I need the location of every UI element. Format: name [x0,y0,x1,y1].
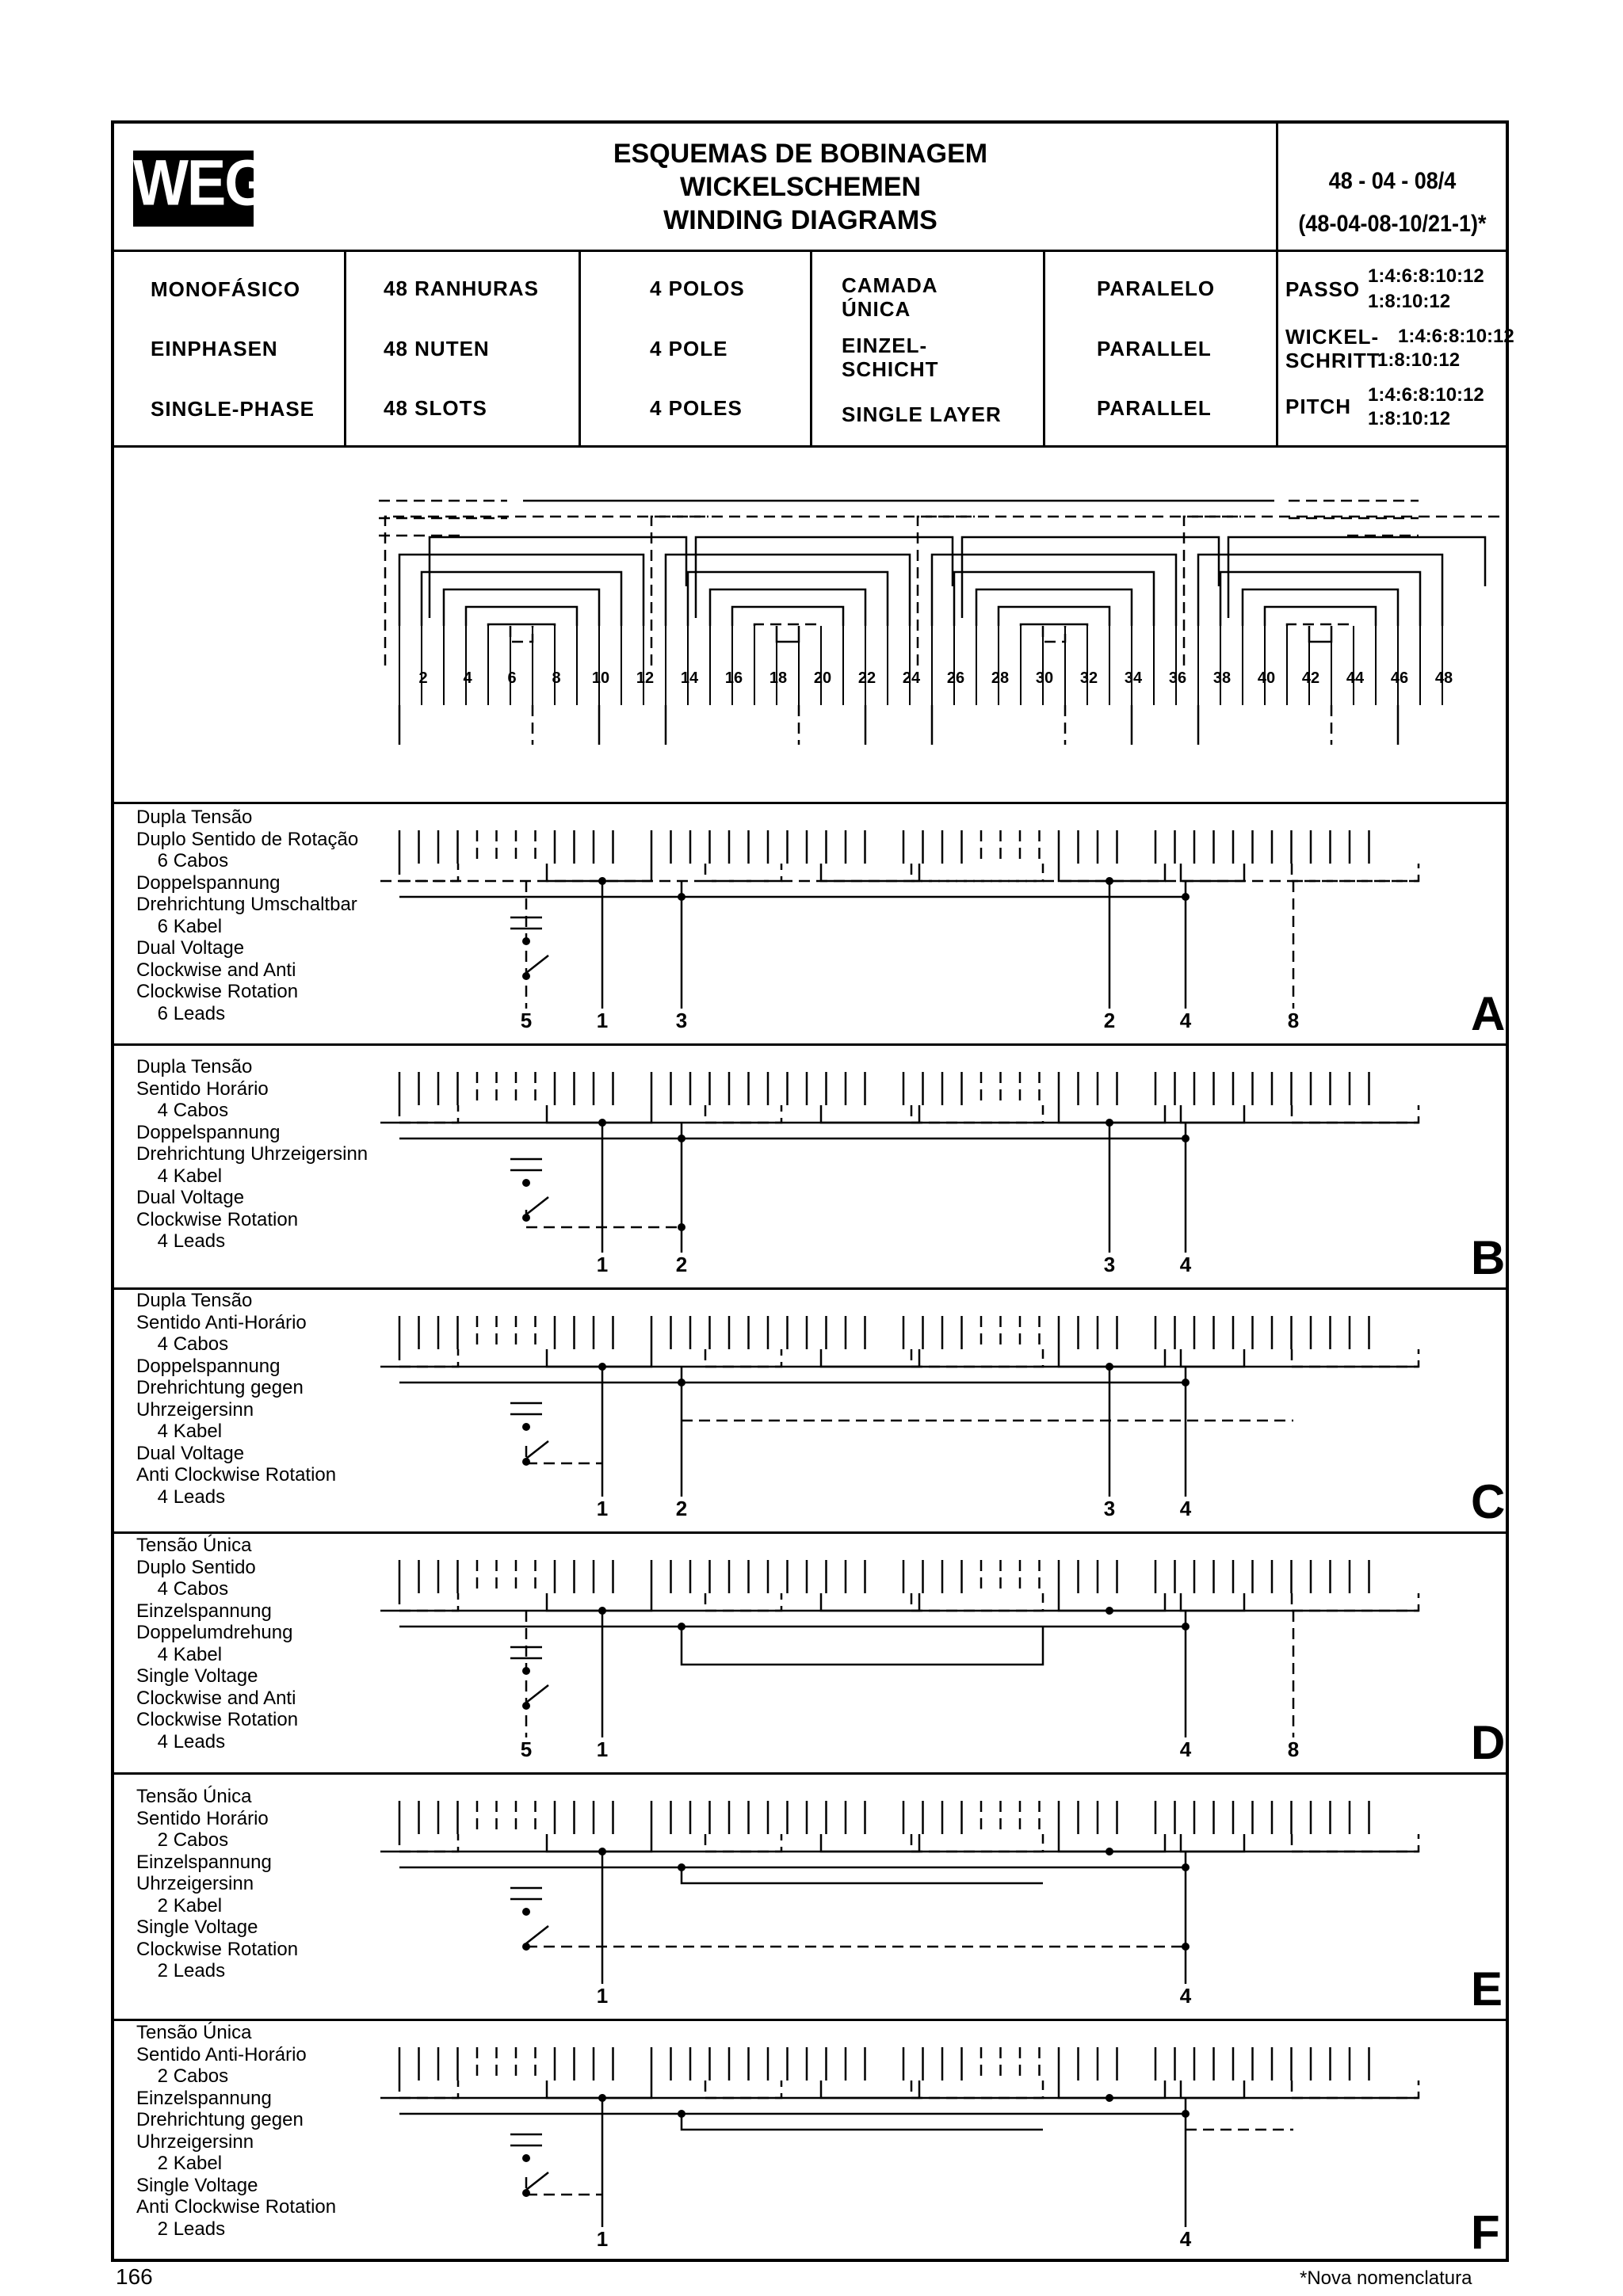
coil-bridge [1181,1105,1244,1123]
coil-bridge [821,1349,919,1367]
scheme-f-label-line: 2 Leads [136,2218,226,2240]
scheme-c-label-line: Sentido Anti-Horário [136,1311,307,1333]
scheme-e-label-line: Einzelspannung [136,1851,272,1873]
coil-bridge [705,1834,781,1852]
lead-number: 1 [596,1253,609,1276]
coil-bridge [547,864,651,881]
lead-number: 3 [1103,1497,1116,1520]
coil-bridge [547,1834,651,1852]
scheme-c-label-line: Uhrzeigersinn [136,1398,254,1421]
slot-number: 34 [1124,669,1143,687]
slot-number: 26 [946,669,965,687]
coil-bridge [399,1834,458,1852]
scheme-a-label-line: Drehrichtung Umschaltbar [136,894,357,915]
scheme-c-label-line: Doppelspannung [136,1355,281,1377]
coil-bridge [911,1105,1043,1123]
scheme-b-label-line: Dual Voltage [136,1187,245,1208]
layer-pt-2: ÚNICA [842,297,911,321]
scheme-c-label-line: 4 Leads [136,1486,226,1508]
lead-number: 8 [1287,1009,1300,1032]
centrifugal-switch [526,1441,548,1459]
junction-dot [1106,1607,1113,1615]
scheme-f-label-line: Uhrzeigersinn [136,2130,254,2153]
slot-number: 4 [463,669,472,687]
slot-number: 40 [1257,669,1276,687]
scheme-e-label-line: 2 Leads [136,1960,226,1981]
coil-bridge [399,1593,458,1611]
lead-number: 1 [596,1497,609,1520]
scheme-f-label-line: 2 Kabel [136,2153,223,2174]
layer-de-1: EINZEL- [842,334,928,357]
scheme-a-label-line: 6 Cabos [136,850,229,871]
scheme-a-label-line: Clockwise and Anti [136,959,296,981]
slot-number: 36 [1168,669,1187,687]
coil-bridge [911,1349,1043,1367]
coil-bridge [1292,1593,1419,1611]
centrifugal-switch [526,1926,548,1943]
scheme-c-label-line: 4 Kabel [136,1421,223,1442]
slots-pt: 48 RANHURAS [384,277,539,300]
scheme-a-label-line: Duplo Sentido de Rotação [136,828,359,850]
coil-bridge [821,2081,919,2098]
scheme-b-label-line: Drehrichtung Uhrzeigersinn [136,1143,369,1165]
scheme-f-label-line: Einzelspannung [136,2087,272,2109]
coil-bridge [399,2081,458,2098]
coil-bridge [705,2081,781,2098]
coil-bridge [821,1105,919,1123]
lead-number: 5 [520,1737,533,1761]
coil-bridge [399,1349,458,1367]
connection-en: PARALLEL [1097,396,1212,420]
scheme-f-label-line: Tensão Única [136,2022,252,2043]
scheme-d-letter: D [1471,1716,1506,1769]
footnote: *Nova nomenclatura [1300,2267,1472,2289]
scheme-e-letter: E [1471,1962,1503,2016]
lead-number: 4 [1179,1497,1192,1520]
diagram-code-alt: (48-04-08-10/21-1)* [1298,211,1487,237]
title-german: WICKELSCHEMEN [679,172,922,202]
switch-contact [522,972,530,980]
layer-de-2: SCHICHT [842,357,939,381]
slot-number: 48 [1434,669,1453,687]
jumper [682,2114,1043,2130]
scheme-d-label-line: Single Voltage [136,1665,258,1687]
switch-contact [522,2189,530,2197]
slot-number: 38 [1212,669,1232,687]
scheme-f-label-line: Anti Clockwise Rotation [136,2196,337,2218]
scheme-c-label-line: Dupla Tensão [136,1290,253,1311]
scheme-b-label-line: Sentido Horário [136,1077,269,1100]
scheme-d-label-line: Doppelumdrehung [136,1622,293,1643]
centrifugal-switch [526,955,548,973]
coil-bridge [1181,1349,1244,1367]
junction-dot [678,1223,685,1231]
scheme-b-label-line: Dupla Tensão [136,1056,253,1077]
coil-bridge [705,864,781,881]
slot-number: 22 [857,669,876,687]
lead-number: 2 [1103,1009,1116,1032]
coil-bridge [911,1834,1043,1852]
connection-pt: PARALELO [1097,277,1216,300]
pitch-label-en: PITCH [1285,395,1351,418]
slot-number: 2 [418,669,428,687]
junction-dot [1106,1848,1113,1855]
page-number: 166 [116,2264,153,2289]
scheme-b-label-line: 4 Kabel [136,1165,223,1187]
slot-number: 20 [813,669,832,687]
lead-number: 8 [1287,1737,1300,1761]
phase-en: SINGLE-PHASE [151,397,315,421]
slot-number: 42 [1301,669,1320,687]
coil-bridge [399,1105,458,1123]
poles-de: 4 POLE [650,337,728,360]
slot-number: 10 [591,669,610,687]
lead-number: 2 [675,1497,688,1520]
layer-pt-1: CAMADA [842,273,938,297]
junction-dot [1182,1943,1190,1951]
lead-number: 1 [596,1009,609,1032]
slots-de: 48 NUTEN [384,337,490,360]
centrifugal-switch [526,1197,548,1215]
pitch-value-en-2: 1:8:10:12 [1368,408,1451,429]
scheme-e-label-line: Uhrzeigersinn [136,1873,254,1894]
slot-number: 24 [902,669,921,687]
scheme-a-label-line: Clockwise Rotation [136,981,299,1002]
switch-contact [522,1667,530,1675]
lead-number: 1 [596,1737,609,1761]
scheme-b-label-line: Clockwise Rotation [136,1208,299,1230]
scheme-f-letter: F [1471,2206,1500,2259]
jumper [682,1627,1043,1665]
switch-contact [522,1458,530,1466]
coil-bridge [399,864,458,881]
coil-bridge [821,1834,919,1852]
slot-number: 8 [552,669,561,687]
poles-pt: 4 POLOS [650,277,745,300]
coil-bridge [705,1349,781,1367]
coil-bridge [1181,2081,1244,2098]
layer-en: SINGLE LAYER [842,402,1002,426]
scheme-a-label-line: 6 Leads [136,1002,226,1024]
pitch-value-de-1: 1:4:6:8:10:12 [1398,326,1514,347]
coil-bridge [547,1593,651,1611]
slot-number: 12 [636,669,655,687]
slot-number: 6 [507,669,517,687]
scheme-a-label-line: 6 Kabel [136,915,223,937]
switch-contact [522,1179,530,1187]
scheme-d-label-line: 4 Kabel [136,1643,223,1665]
scheme-b-label-line: 4 Leads [136,1230,226,1252]
scheme-a-label-line: Doppelspannung [136,871,281,894]
scheme-e-label-line: Single Voltage [136,1917,258,1938]
lead-number: 5 [520,1009,533,1032]
scheme-d-label-line: Einzelspannung [136,1600,272,1622]
pitch-label-de-1: WICKEL- [1285,325,1380,349]
slot-number: 18 [769,669,788,687]
slot-number: 14 [680,669,699,687]
lead-number: 2 [675,1253,688,1276]
slot-number: 28 [991,669,1010,687]
scheme-a-letter: A [1471,987,1506,1040]
coil-bridge [911,1593,1043,1611]
coil-bridge [705,1593,781,1611]
coil-bridge [1181,1593,1244,1611]
coil-bridge [911,864,1043,881]
switch-contact [522,2154,530,2162]
lead-number: 4 [1179,1009,1192,1032]
scheme-d-label-line: Clockwise and Anti [136,1687,296,1709]
phase-pt: MONOFÁSICO [151,277,301,301]
jumper [682,1867,1043,1883]
scheme-f-label-line: Sentido Anti-Horário [136,2043,307,2065]
scheme-e-label-line: Clockwise Rotation [136,1938,299,1960]
lead-number: 3 [1103,1253,1116,1276]
pitch-label-de-2: SCHRITT [1285,349,1381,372]
weg-logo: WEG [133,151,254,227]
coil-bridge [1292,1834,1419,1852]
coil-bridge [1181,1834,1244,1852]
slot-number: 32 [1079,669,1098,687]
scheme-f-label-line: Single Voltage [136,2174,258,2196]
pitch-value-de-2: 1:8:10:12 [1377,349,1461,371]
scheme-f-label-line: 2 Cabos [136,2065,229,2087]
coil-bridge [1292,864,1419,881]
coil-bridge [911,2081,1043,2098]
scheme-d-label-line: 4 Cabos [136,1578,229,1600]
phase-de: EINPHASEN [151,337,278,360]
pitch-value-en-1: 1:4:6:8:10:12 [1368,384,1484,406]
scheme-c-label-line: Drehrichtung gegen [136,1377,304,1398]
scheme-c-label-line: Anti Clockwise Rotation [136,1464,337,1486]
slot-number: 16 [724,669,743,687]
coil-bridge [821,1593,919,1611]
scheme-e-label-line: 2 Kabel [136,1894,223,1917]
coil-bridge [705,1105,781,1123]
scheme-e-label-line: 2 Cabos [136,1829,229,1851]
coil-bridge [1292,2081,1419,2098]
junction-dot [1106,2094,1113,2102]
scheme-d-label-line: Duplo Sentido [136,1556,256,1578]
coil-bridge [821,864,919,881]
scheme-e-label-line: Sentido Horário [136,1807,269,1829]
scheme-c-label-line: 4 Cabos [136,1333,229,1355]
switch-contact [522,937,530,945]
centrifugal-switch [526,1685,548,1703]
switch-contact [522,1702,530,1710]
slot-number: 30 [1035,669,1054,687]
pitch-value-pt-1: 1:4:6:8:10:12 [1368,265,1484,287]
lead-number: 1 [596,2227,609,2251]
title-portuguese: ESQUEMAS DE BOBINAGEM [613,139,988,169]
coil-bridge [1181,864,1244,881]
diagram-code: 48 - 04 - 08/4 [1328,168,1457,194]
pitch-value-pt-2: 1:8:10:12 [1368,291,1451,312]
switch-contact [522,1423,530,1431]
scheme-b-letter: B [1471,1231,1506,1284]
lead-number: 4 [1179,1984,1192,2008]
title-english: WINDING DIAGRAMS [663,205,938,235]
coil-bridge [547,1349,651,1367]
scheme-d-label-line: Clockwise Rotation [136,1709,299,1730]
poles-en: 4 POLES [650,396,743,420]
scheme-e-label-line: Tensão Única [136,1786,252,1807]
lead-number: 4 [1179,2227,1192,2251]
coil-bridge [1292,1105,1419,1123]
lead-number: 4 [1179,1253,1192,1276]
scheme-b-label-line: Doppelspannung [136,1121,281,1143]
scheme-c-label-line: Dual Voltage [136,1442,245,1464]
scheme-d-label-line: 4 Leads [136,1730,226,1753]
connection-de: PARALLEL [1097,337,1212,360]
pitch-label-pt: PASSO [1285,277,1361,301]
slot-number: 44 [1346,669,1365,687]
lead-number: 4 [1179,1737,1192,1761]
scheme-c-letter: C [1471,1475,1506,1528]
lead-number: 3 [675,1009,688,1032]
centrifugal-switch [526,2172,548,2190]
slot-number: 46 [1390,669,1409,687]
coil-bridge [547,1105,651,1123]
coil-bridge [547,2081,651,2098]
scheme-d-label-line: Tensão Única [136,1535,252,1556]
switch-contact [522,1908,530,1916]
slots-en: 48 SLOTS [384,396,487,420]
lead-number: 1 [596,1984,609,2008]
scheme-f-label-line: Drehrichtung gegen [136,2109,304,2130]
scheme-b-label-line: 4 Cabos [136,1100,229,1121]
coil-bridge [1292,1349,1419,1367]
jumper [526,1210,682,1227]
scheme-a-label-line: Dual Voltage [136,937,245,959]
scheme-a-label-line: Dupla Tensão [136,807,253,828]
